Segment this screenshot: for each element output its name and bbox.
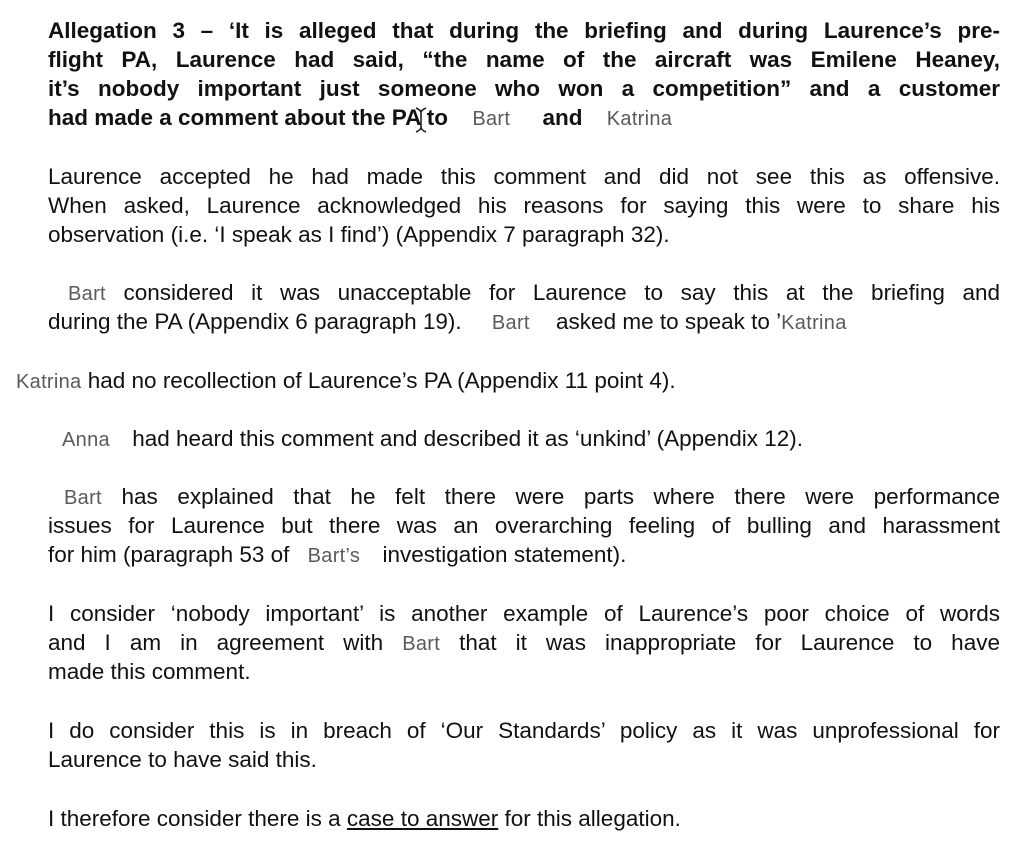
paragraph-7-line-2: Laurence to have said this.: [48, 747, 317, 772]
paragraph-6-line-2-text-b: that it was inappropriate for Laurence to have: [459, 630, 1000, 655]
paragraph-3-text: had no recollection of Laurence’s PA (Appendix 11 point 4).: [87, 368, 676, 393]
redacted-name: Katrina: [606, 108, 673, 130]
paragraph-2-line-1-text: considered it was unacceptable for Laurence to say this at the briefing and: [123, 280, 1000, 305]
allegation-line-4-and: and: [542, 105, 583, 130]
paragraph-6-line-1: I consider ‘nobody important’ is another example of Laurence’s poor choice of words: [48, 601, 1000, 626]
allegation-line-4: [48, 103, 1000, 134]
paragraph-8-text: I therefore consider there is a: [48, 806, 341, 831]
paragraph-6-line-2-text: and I am in agreement with: [48, 630, 384, 655]
redacted-name: Bart: [491, 312, 530, 334]
redacted-name: Bart: [472, 108, 511, 130]
redacted-name: Anna: [62, 429, 110, 451]
paragraph-1-line-3: observation (i.e. ‘I speak as I find’) (Appendix 7 paragraph 32).: [48, 222, 670, 247]
allegation-line-4-text: had made a comment about the PA to: [48, 105, 449, 130]
redacted-name: Bart: [68, 283, 106, 305]
paragraph-1-line-1: Laurence accepted he had made this comment and did not see this as offensive.: [48, 164, 1000, 189]
paragraph-7-line-1: I do consider this is in breach of ‘Our Standards’ policy as it was unprofessional for: [48, 718, 1000, 743]
redacted-name: Katrina: [16, 371, 82, 393]
redacted-name: Bart’s: [307, 545, 361, 567]
allegation-line-1: Allegation 3 – ‘It is alleged that during the briefing and during Laurence’s pre-: [48, 18, 1000, 43]
paragraph-6-line-2: [48, 628, 1000, 659]
paragraph-5-line-1: [48, 482, 1000, 513]
paragraph-2-line-2-text: during the PA (Appendix 6 paragraph 19).: [48, 309, 462, 334]
allegation-line-2: flight PA, Laurence had said, “the name of the aircraft was Emilene Heaney,: [48, 47, 1000, 72]
paragraph-5-line-3-text-b: investigation statement).: [382, 542, 627, 567]
paragraph-6-line-3: made this comment.: [48, 659, 251, 684]
paragraph-5-line-2: issues for Laurence but there was an overarching feeling of bulling and harassment: [48, 513, 1000, 538]
text-cursor-icon: [414, 106, 428, 134]
allegation-line-3: it’s nobody important just someone who won a competition” and a customer: [48, 76, 1000, 101]
paragraph-5-line-1-text: has explained that he felt there were parts where there were performance: [121, 484, 1000, 509]
paragraph-1-line-2: When asked, Laurence acknowledged his reasons for saying this were to share his: [48, 193, 1000, 218]
paragraph-5-line-3-text: for him (paragraph 53 of: [48, 542, 290, 567]
case-to-answer-text: case to answer: [346, 806, 499, 831]
paragraph-2-line-1: [48, 278, 1000, 309]
redacted-name: Bart: [64, 487, 102, 509]
paragraph-2-line-2: [48, 307, 1000, 338]
paragraph-5-line-3: [48, 540, 1000, 571]
paragraph-2-line-2-text-b: asked me to speak to ’: [556, 309, 782, 334]
paragraph-8-text-b: for this allegation.: [504, 806, 681, 831]
redacted-name: Katrina: [781, 312, 847, 334]
paragraph-4: [48, 424, 1000, 455]
redacted-name: Bart: [402, 633, 441, 655]
paragraph-4-text: had heard this comment and described it as ‘unkind’ (Appendix 12).: [132, 426, 803, 451]
paragraph-8: [48, 804, 1000, 833]
paragraph-3: [16, 366, 1006, 397]
